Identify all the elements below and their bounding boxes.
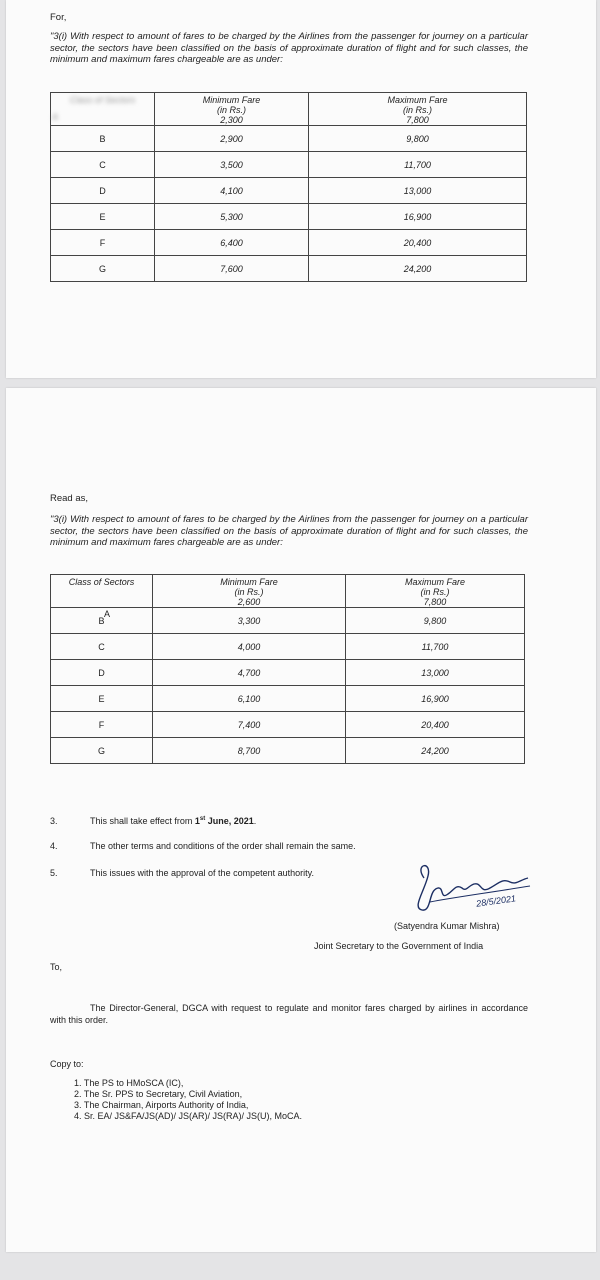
- page1-row-a-label: A: [52, 112, 59, 122]
- item-5: 5. This issues with the approval of the competent authority.: [50, 868, 314, 878]
- table-row: D 4,700 13,000: [51, 660, 525, 686]
- col-min-header: Minimum Fare (in Rs.) 2,300: [155, 93, 309, 126]
- page2-heading: Read as,: [50, 493, 89, 504]
- table-row: G 8,700 24,200: [51, 738, 525, 764]
- copy-to-list: [74, 1078, 302, 1122]
- table-row: F 7,400 20,400: [51, 712, 525, 738]
- page2-paragraph: "3(i) With respect to amount of fares to be charged by the Airlines from the passenger for journey on a particular sector, the sectors have been classified on the basis of approximate duration of flight and for such classes, the minimum and maximum fares chargeable are as under:: [50, 514, 528, 548]
- page1-paragraph: "3(i) With respect to amount of fares to be charged by the Airlines from the passenger for journey on a particular sector, the sectors have been classified on the basis of approximate duration of flight and for such classes, the minimum and maximum fares chargeable are as under:: [50, 31, 528, 65]
- table-row: C 3,500 11,700: [51, 152, 527, 178]
- signatory-name: (Satyendra Kumar Mishra): [394, 921, 500, 931]
- table-row: B 2,900 9,800: [51, 126, 527, 152]
- copy-to-label: Copy to:: [50, 1059, 84, 1069]
- table-row: B 3,300 9,800: [51, 608, 525, 634]
- table-row: E 5,300 16,900: [51, 204, 527, 230]
- table-row: F 6,400 20,400: [51, 230, 527, 256]
- table-row: E 6,100 16,900: [51, 686, 525, 712]
- page2-row-a-label: A: [104, 609, 111, 619]
- table-row: C 4,000 11,700: [51, 634, 525, 660]
- to-label: To,: [50, 962, 63, 972]
- document-page-2: [6, 388, 596, 1252]
- table-row: D 4,100 13,000: [51, 178, 527, 204]
- page1-heading: For,: [50, 12, 67, 23]
- page2-fare-table: [50, 574, 525, 764]
- to-body: The Director-General, DGCA with request to regulate and monitor fares charged by airlines in accordance with this order.: [50, 1003, 528, 1025]
- col-class-header: Class of Sectors: [51, 575, 153, 608]
- col-class-header: Class of Sectors: [51, 93, 155, 126]
- col-max-header: Maximum Fare (in Rs.) 7,800: [346, 575, 525, 608]
- page1-fare-table: [50, 92, 527, 282]
- list-item: 3. The Chairman, Airports Authority of India,: [74, 1100, 249, 1110]
- list-item: 2. The Sr. PPS to Secretary, Civil Aviation,: [74, 1089, 243, 1099]
- signature-image: [410, 858, 560, 920]
- item-3: 3. This shall take effect from 1st June, 2021.: [50, 816, 257, 826]
- signatory-title: Joint Secretary to the Government of India: [314, 941, 484, 951]
- col-max-header: Maximum Fare (in Rs.) 7,800: [309, 93, 527, 126]
- table-row: G 7,600 24,200: [51, 256, 527, 282]
- list-item: 1. The PS to HMoSCA (IC),: [74, 1078, 184, 1088]
- signature-date: 28/5/2021: [475, 893, 517, 909]
- document-page-1: [6, 0, 596, 378]
- item-4: 4. The other terms and conditions of the order shall remain the same.: [50, 841, 356, 851]
- list-item: 4. Sr. EA/ JS&FA/JS(AD)/ JS(AR)/ JS(RA)/ JS(U), MoCA.: [74, 1111, 303, 1121]
- col-min-header: Minimum Fare (in Rs.) 2,600: [153, 575, 346, 608]
